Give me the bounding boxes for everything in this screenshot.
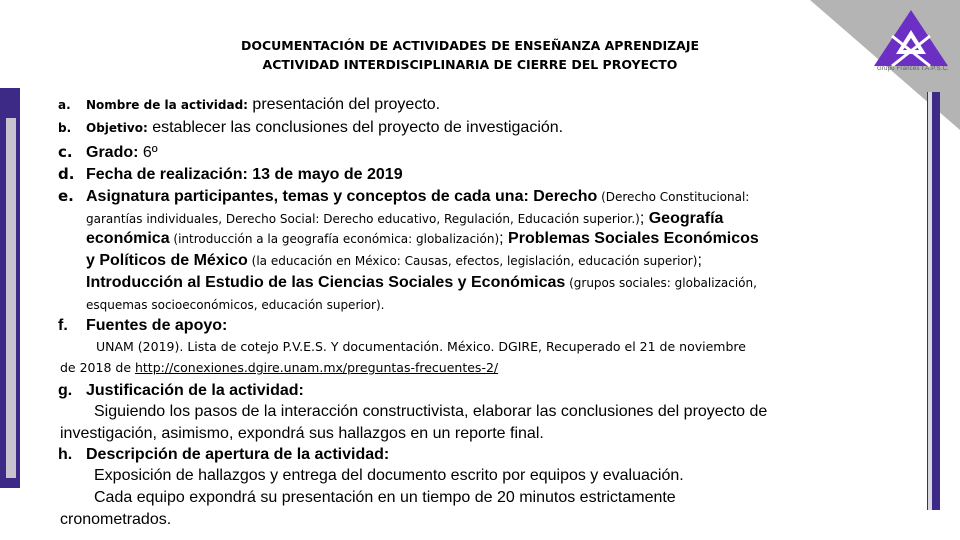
reference-line2: de 2018 de http://conexiones.dgire.unam.mx/preguntas-frecuentes-2/ [60, 360, 499, 375]
subject-geografia: Geografía [648, 210, 724, 227]
item-h-label: Descripción de apertura de la actividad: [86, 446, 390, 463]
item-d: d. Fecha de realización: 13 de mayo de 2019 [58, 165, 403, 183]
page-subtitle: ACTIVIDAD INTERDISCIPLINARIA DE CIERRE DEL PROYECTO [262, 57, 678, 72]
justification-line2: investigación, asimismo, expondrá sus hallazgos en un reporte final. [60, 425, 544, 442]
reference-line1: UNAM (2019). Lista de cotejo P.V.E.S. Y documentación. México. DGIRE, Recuperado el 21 de noviembre [96, 339, 746, 354]
left-accent-bar [0, 88, 20, 488]
subject-derecho: Derecho [528, 188, 598, 205]
item-g: g. Justificación de la actividad: [58, 382, 304, 399]
item-e-line3: económica (introducción a la geografía económica: globalización); Problemas Sociales Económicos [86, 230, 759, 247]
right-accent-bar [927, 92, 940, 510]
item-f: f. Fuentes de apoyo: [58, 317, 228, 334]
item-b-value: establecer las conclusiones del proyecto de investigación. [147, 119, 564, 136]
item-e-line6: esquemas socioeconómicos, educación superior). [86, 298, 385, 312]
item-c: c. Grado: 6º [58, 143, 158, 161]
item-b-label: Objetivo: [86, 121, 148, 135]
item-e-line4: y Políticos de México (la educación en México: Causas, efectos, legislación, educación superior); [86, 252, 702, 269]
item-h: h. Descripción de apertura de la actividad: [58, 446, 390, 463]
item-a-value: presentación del proyecto. [247, 96, 441, 113]
subject-introduccion: Introducción al Estudio de las Ciencias Sociales y Económicas [86, 274, 566, 291]
justification-line1: Siguiendo los pasos de la interacción constructivista, elaborar las conclusiones del proyecto de [94, 403, 768, 420]
item-a-label: Nombre de la actividad: [86, 98, 248, 112]
item-f-label: Fuentes de apoyo: [86, 317, 228, 334]
description-line1: Exposición de hallazgos y entrega del documento escrito por equipos y evaluación. [94, 467, 684, 484]
item-a: a. Nombre de la actividad: presentación del proyecto. [58, 96, 441, 113]
item-d-label: Fecha de realización: 13 de mayo de 2019 [86, 166, 403, 183]
item-e-line5: Introducción al Estudio de las Ciencias Sociales y Económicas (grupos sociales: globalización, [86, 274, 757, 291]
description-line2: Cada equipo expondrá su presentación en un tiempo de 20 minutos estrictamente [94, 489, 676, 506]
item-e-line2: garantías individuales, Derecho Social: Derecho educativo, Regulación, Educación superior.); Geografía [86, 210, 724, 227]
item-b: b. Objetivo: establecer las conclusiones del proyecto de investigación. [58, 119, 564, 136]
subject-problemas: Problemas Sociales Económicos [508, 230, 759, 247]
description-line3: cronometrados. [60, 511, 172, 528]
logo-text: Grupo Francés I.A.P.S.C. [876, 66, 950, 72]
page-title: DOCUMENTACIÓN DE ACTIVIDADES DE ENSEÑANZA APRENDIZAJE [240, 38, 700, 53]
item-e: e. Asignatura participantes, temas y conceptos de cada una: Derecho (Derecho Constitucional: [58, 187, 750, 205]
item-g-label: Justificación de la actividad: [86, 382, 304, 399]
item-e-label: Asignatura participantes, temas y conceptos de cada una: [86, 188, 529, 205]
item-c-value: 6º [138, 144, 158, 161]
item-c-label: Grado: [86, 144, 139, 161]
reference-link[interactable]: http://conexiones.dgire.unam.mx/preguntas-frecuentes-2/ [134, 360, 499, 375]
